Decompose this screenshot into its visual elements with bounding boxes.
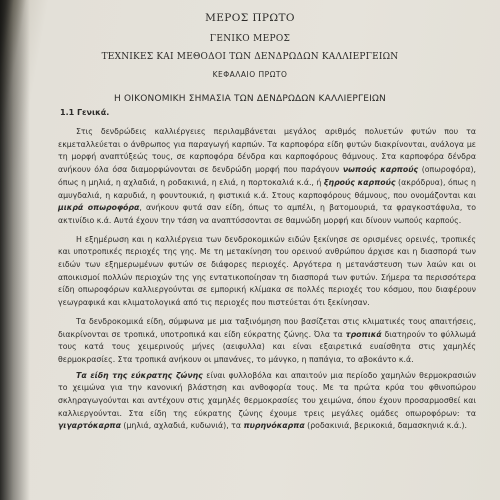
part-heading: ΜΕΡΟΣ ΠΡΩΤΟ: [205, 12, 295, 24]
section-heading: 1.1 Γενικά.: [60, 108, 110, 117]
paragraph: [58, 126, 476, 228]
paragraph: [58, 316, 476, 367]
paragraph-text: είναι φυλλοβόλα και απαιτούν μια περίοδο χαμηλών θερμοκρασιών το χειμώνα για την κανονική βλάστηση και ανθοφορία τους. Με τα πρώτα κρύα του φθινοπώρου σκληραγωγούνται και αντέχουν στις χαμηλές θερμοκρασίες του χειμώνα, όπου έχουν προσαρμοσθεί και καλλιεργούνται. Στα είδη της εύκρατης ζώνης έχουμε τρεις μεγάλες ομάδες οπωροφόρων: τα: [58, 370, 476, 418]
paragraph-text: (μηλιά, αχλαδιά, κυδωνιά), τα: [120, 421, 244, 431]
paragraph-text: διατηρούν το φύλλωμά τους κατά τους χειμερινούς μήνες (αειφυλλα) και είναι εξαιρετικά ευαίσθητα στις χαμηλές θερμοκρασίες. Στα τροπικά ανήκουν οι μπανάνες, το μάνγκο, η παπάγια, το αβοκάντο κ.ά.: [58, 329, 476, 364]
techniques-heading: ΤΕΧΝΙΚΕΣ ΚΑΙ ΜΕΘΟΔΟΙ ΤΩΝ ΔΕΝΔΡΩΔΩΝ ΚΑΛΛΙΕΡΓΕΙΩΝ: [101, 52, 399, 62]
paragraph-text: Τα δενδροκομικά είδη, σύμφωνα με μια ταξινόμηση που βασίζεται στις κλιματικές τους απαιτήσεις, διακρίνονται σε τροπικά, υποτροπικά και είδη εύκρατης ζώνης. Όλα τα: [58, 316, 476, 339]
general-heading: ΓΕΝΙΚΟ ΜΕΡΟΣ: [209, 34, 291, 44]
body-text: [58, 126, 476, 439]
emphasized-term: πυρηνόκαρπα: [243, 421, 305, 431]
emphasized-term: Τα είδη της εύκρατης ζώνης: [76, 370, 203, 380]
emphasized-term: ξηρούς καρπούς: [323, 177, 396, 187]
emphasized-term: νωπούς καρπούς: [342, 165, 419, 175]
paragraph: [58, 370, 476, 434]
emphasized-term: μικρά οπωροφόρα: [58, 203, 140, 213]
paragraph-text: Στις δενδρώδεις καλλιέργειες περιλαμβάνεται μεγάλος αριθμός πολυετών φυτών που τα εκμεταλλεύεται ο άνθρωπος για παραγωγή καρπών. Τα καρποφόρα είδη φυτών διακρίνονται, ανάλογα με τη μορφή αναπτύξεώς τους, σε καρποφόρα δένδρα και καρποφόρους θάμνους. Στα καρποφόρα δένδρα ανήκουν όλα όσα διαμορφώνονται σε δενδρώδη μορφή που παράγουν: [58, 127, 476, 175]
chapter-heading: ΚΕΦΑΛΑΙΟ ΠΡΩΤΟ: [212, 70, 288, 79]
emphasized-term: γιγαρτόκαρπα: [58, 421, 121, 431]
paragraph-text: (ακρόδρυα), όπως η αμυγδαλιά, η καρυδιά, η φουντουκιά, η φιστικιά κ.ά. Στους καρποφόρους θάμνους, που ονομάζονται και: [58, 177, 476, 200]
paragraph-text: Η εξημέρωση και η καλλιέργεια των δενδροκομικών ειδών ξεκίνησε σε ορισμένες ορεινές, τροπικές και υποτροπικές περιοχές της γης. Με τη μετακίνηση του ορεινού ανθρώπου άρχισε και η διασπορά των ειδών των εξημερωμένων φυτών σε διάφορες περιοχές. Αργότερα η μετανάστευση των λαών και οι αποικισμοί πολλών περιοχών της γης εντατικοποίησαν τη διασπορά των φυτών. Σήμερα τα περισσότερα είδη οπωροφόρων καλλιεργούνται σε εμπορική κλίμακα σε πολλές περιοχές του κόσμου, που διαφέρουν γεωγραφικά και κλιματολογικά από τις περιοχές που πιστεύεται ότι ξεκίνησαν.: [58, 234, 476, 308]
paragraph: [58, 234, 476, 310]
paragraph-text: , ανήκουν φυτά σαν είδη, όπως το αμπέλι, η βατομουριά, τα φραγκοστάφυλα, το ακτινίδιο κ.ά. Αυτά έχουν την τάση να αναπτύσσονται σε θαμνώδη μορφή και δίνουν νωπούς καρπούς.: [58, 203, 476, 225]
emphasized-term: τροπικά: [345, 329, 382, 339]
paragraph-text: (ροδακινιά, βερικοκιά, δαμασκηνιά κ.ά.).: [304, 421, 467, 431]
chapter-title: Η ΟΙΚΟΝΟΜΙΚΗ ΣΗΜΑΣΙΑ ΤΩΝ ΔΕΝΔΡΩΔΩΝ ΚΑΛΛΙΕΡΓΕΙΩΝ: [114, 94, 386, 104]
paragraph-text: (οπωροφόρα), όπως η μηλιά, η αχλαδιά, η ροδακινιά, η ελιά, η πορτοκαλιά κ.ά., ή: [58, 165, 476, 187]
